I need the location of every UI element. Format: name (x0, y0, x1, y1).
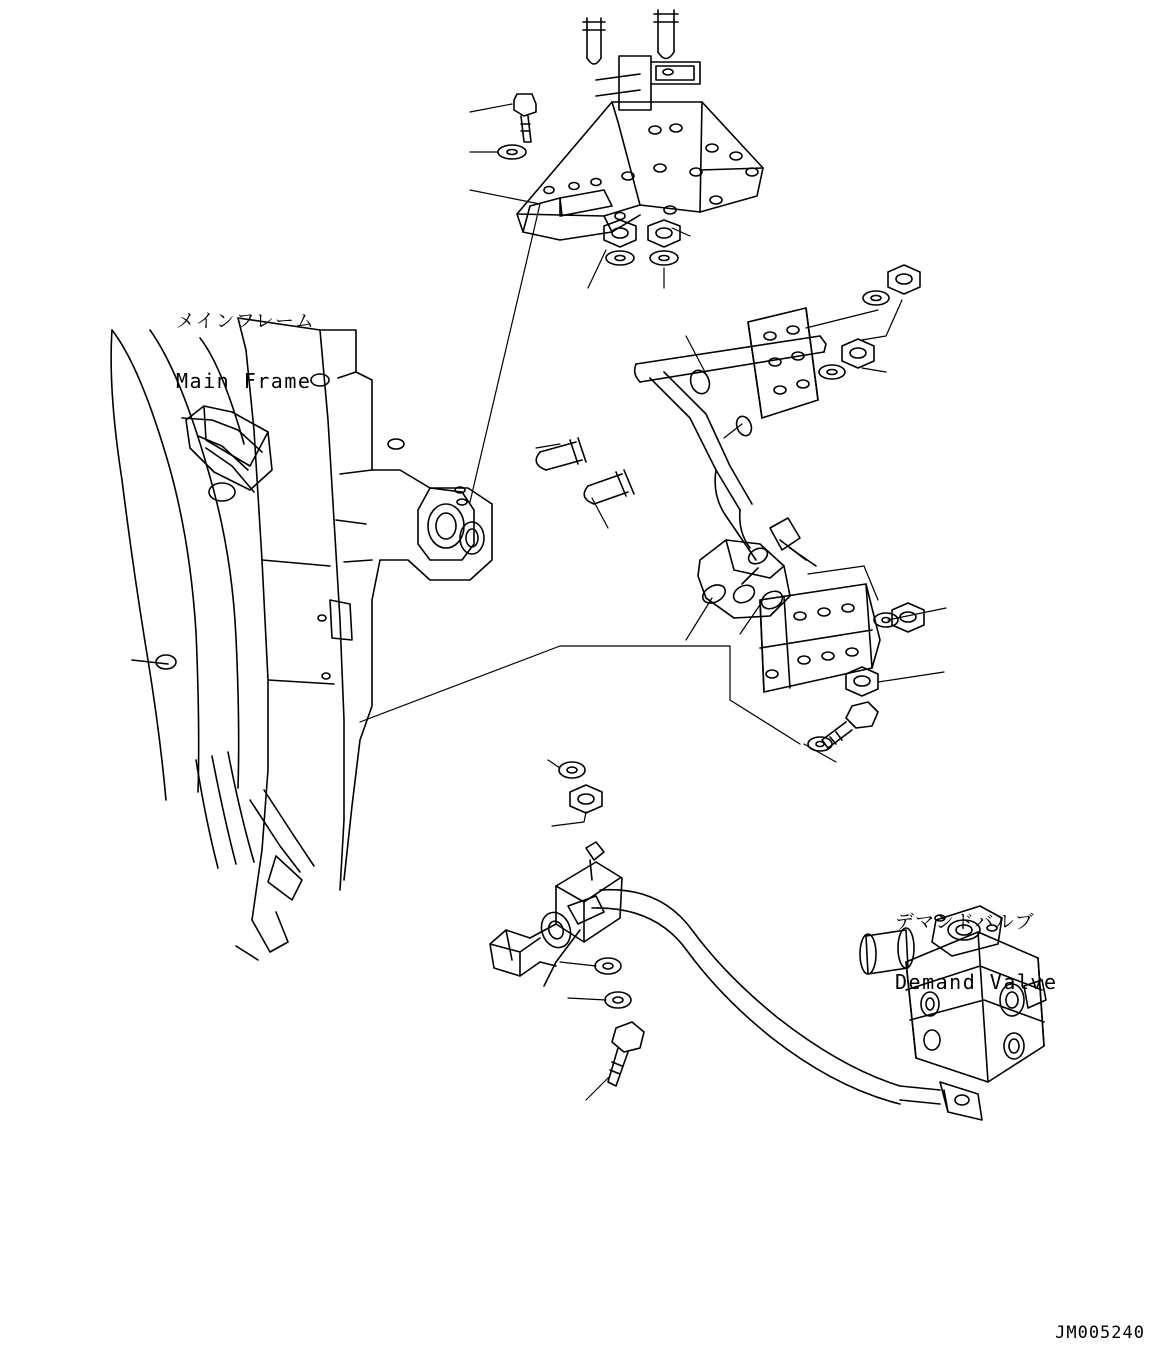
bolt-bottom (608, 1022, 644, 1086)
washer-upper-right-1 (863, 291, 889, 305)
u-bolt-top-right (654, 10, 678, 59)
label-main-frame-en: Main Frame (176, 368, 312, 393)
label-demand-valve-en: Demand Valve (895, 969, 1058, 994)
washer-upper-right-2 (819, 365, 845, 379)
top-bracket-plate (517, 102, 763, 240)
nut-bottom-1 (570, 785, 602, 813)
nut-lower-right-2 (846, 667, 878, 696)
u-bolt-center-1 (536, 438, 586, 470)
label-main-frame-jp: メインフレーム (176, 309, 315, 332)
washer-lower-right-1 (874, 613, 898, 627)
washer-bottom-2 (595, 958, 621, 974)
nut-upper-right-1 (888, 265, 920, 294)
hose-to-demand-valve (592, 890, 940, 1104)
washer-bottom-1 (559, 762, 585, 778)
leader-lines-center (360, 300, 946, 762)
u-bolt-center-2 (584, 470, 634, 504)
center-hose-block (698, 470, 816, 618)
nut-below-plate-1 (604, 220, 636, 247)
nut-upper-right-2 (842, 339, 874, 368)
u-bolt-top-left (583, 18, 605, 64)
washer-top-left (498, 145, 526, 159)
washer-below-plate-1 (606, 251, 634, 265)
center-tube-assembly (635, 336, 826, 510)
washer-below-plate-2 (650, 251, 678, 265)
washer-bottom-3 (605, 992, 631, 1008)
label-demand-valve (895, 873, 1058, 1032)
label-demand-valve-jp: デマンドバルブ (895, 910, 1035, 933)
bottom-flange-assembly (490, 842, 622, 986)
label-main-frame (176, 272, 315, 431)
bolt-top-left (514, 94, 536, 142)
drawing-number: JM005240 (1055, 1323, 1145, 1343)
nut-below-plate-2 (648, 220, 680, 247)
